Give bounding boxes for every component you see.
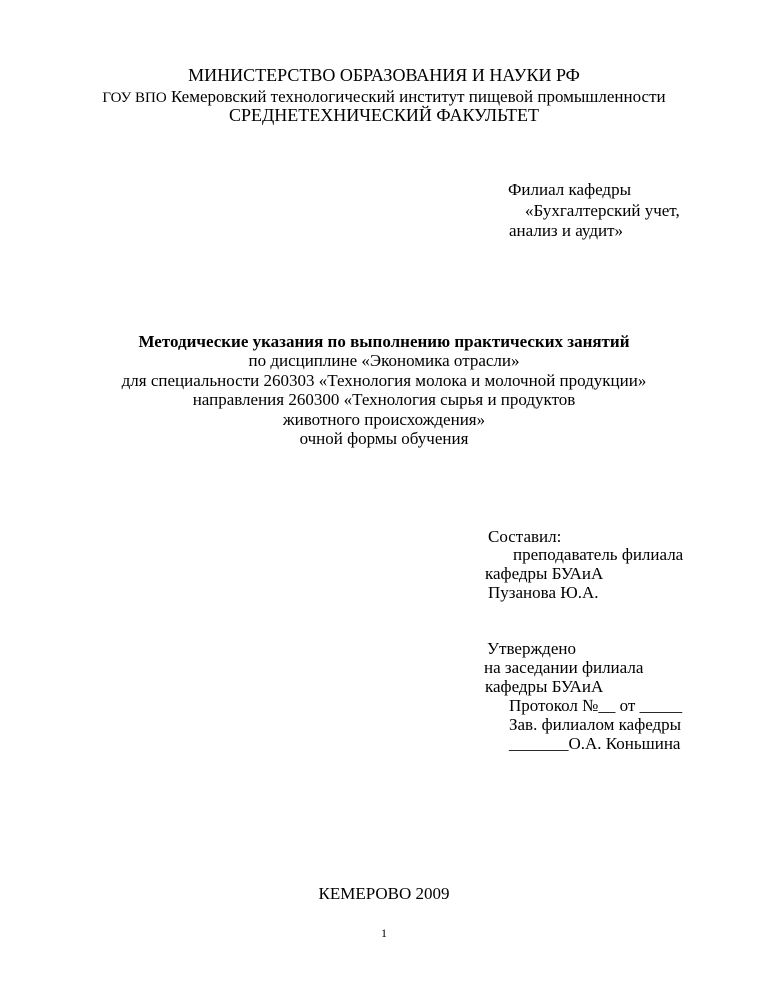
institute-prefix: ГОУ ВПО bbox=[102, 90, 167, 106]
approval-protocol: Протокол №__ от _____ bbox=[509, 696, 683, 715]
ministry-heading: МИНИСТЕРСТВО ОБРАЗОВАНИЯ И НАУКИ РФ bbox=[188, 65, 580, 85]
direction-line-2: животного происхождения» bbox=[282, 410, 486, 429]
author-label: Составил: bbox=[488, 527, 562, 546]
approval-department: кафедры БУАиА bbox=[485, 677, 604, 696]
department-line-1: Филиал кафедры bbox=[508, 180, 631, 199]
approval-meeting: на заседании филиала bbox=[484, 658, 644, 677]
city-year: КЕМЕРОВО 2009 bbox=[318, 884, 450, 903]
author-name: Пузанова Ю.А. bbox=[488, 583, 599, 602]
author-department: кафедры БУАиА bbox=[485, 564, 604, 583]
institute-name: Кемеровский технологический институт пищевой промышленности bbox=[170, 87, 666, 106]
department-line-3: анализ и аудит» bbox=[509, 221, 624, 240]
page-number: 1 bbox=[381, 926, 387, 940]
direction-line-1: направления 260300 «Технология сырья и продуктов bbox=[192, 390, 576, 409]
author-position: преподаватель филиала bbox=[513, 545, 684, 564]
document-title: Методические указания по выполнению практических занятий bbox=[138, 332, 630, 351]
approval-head-signature: _______О.А. Коньшина bbox=[509, 734, 681, 753]
approval-head-title: Зав. филиалом кафедры bbox=[509, 715, 682, 734]
department-line-2: «Бухгалтерский учет, bbox=[525, 201, 680, 220]
specialty-line: для специальности 260303 «Технология молока и молочной продукции» bbox=[121, 371, 647, 390]
discipline-line: по дисциплине «Экономика отрасли» bbox=[248, 351, 520, 370]
approval-label: Утверждено bbox=[487, 639, 576, 658]
faculty-heading: СРЕДНЕТЕХНИЧЕСКИЙ ФАКУЛЬТЕТ bbox=[228, 105, 540, 125]
study-form-line: очной формы обучения bbox=[299, 429, 469, 448]
